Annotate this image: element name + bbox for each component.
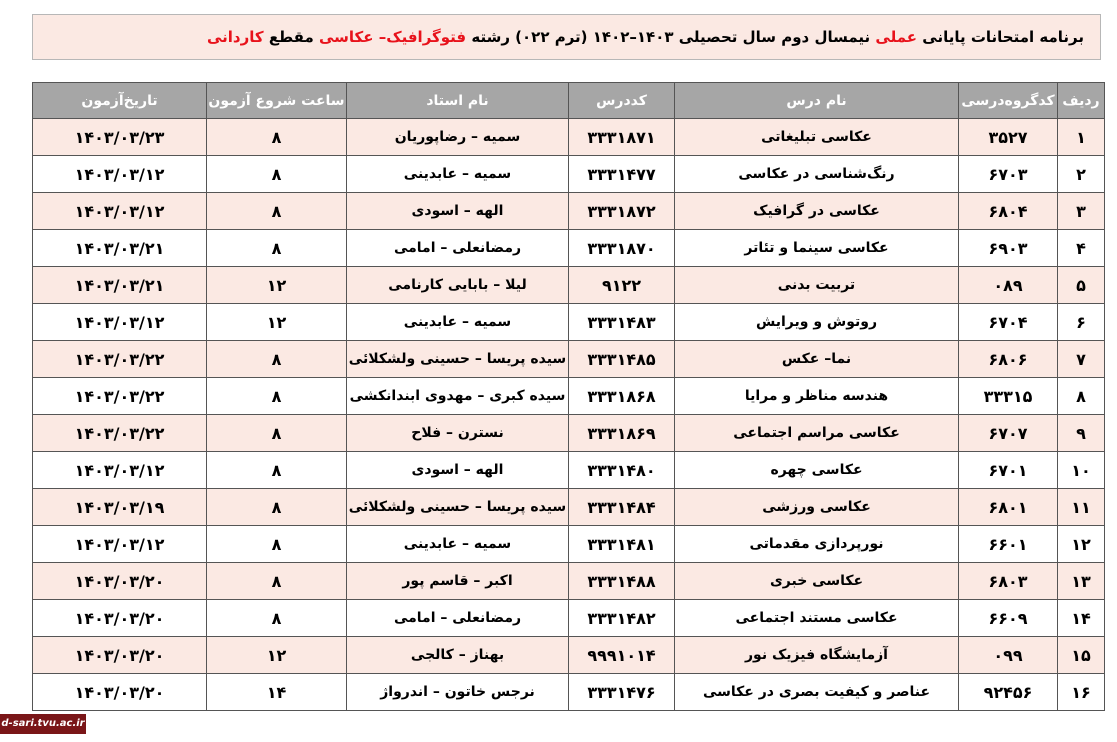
exam-date-cell: ۱۴۰۳/۰۳/۲۰	[33, 637, 207, 674]
table-row	[33, 341, 1105, 378]
exam-date-cell: ۱۴۰۳/۰۳/۲۳	[33, 119, 207, 156]
course-name-cell: هندسه مناظر و مرایا	[675, 378, 959, 415]
site-watermark: d-sari.tvu.ac.ir	[0, 714, 86, 734]
teacher-cell: رمضانعلی – امامی	[347, 600, 569, 637]
course-name-cell: نورپردازی مقدماتی	[675, 526, 959, 563]
group-code-cell: ۶۷۰۳	[959, 156, 1058, 193]
header-exam-date: تاریخ‌آزمون	[33, 83, 207, 119]
row-number-cell: ۱۰	[1058, 452, 1105, 489]
start-time-cell: ۸	[207, 156, 347, 193]
teacher-cell: رمضانعلی – امامی	[347, 230, 569, 267]
table-row	[33, 193, 1105, 230]
group-code-cell: ۶۶۰۱	[959, 526, 1058, 563]
teacher-cell: لیلا – بابایی کارنامی	[347, 267, 569, 304]
start-time-cell: ۸	[207, 378, 347, 415]
row-number-cell: ۹	[1058, 415, 1105, 452]
title-part-practical: عملی	[875, 28, 918, 46]
teacher-cell: سیده کبری – مهدوی ابندانکشی	[347, 378, 569, 415]
teacher-cell: الهه – اسودی	[347, 452, 569, 489]
row-number-cell: ۸	[1058, 378, 1105, 415]
row-number-cell: ۴	[1058, 230, 1105, 267]
group-code-cell: ۶۸۰۱	[959, 489, 1058, 526]
table-row	[33, 230, 1105, 267]
row-number-cell: ۱۵	[1058, 637, 1105, 674]
start-time-cell: ۸	[207, 526, 347, 563]
exam-date-cell: ۱۴۰۳/۰۳/۲۰	[33, 600, 207, 637]
table-row	[33, 119, 1105, 156]
start-time-cell: ۸	[207, 563, 347, 600]
course-code-cell: ۳۳۳۱۸۶۸	[569, 378, 675, 415]
row-number-cell: ۶	[1058, 304, 1105, 341]
exam-date-cell: ۱۴۰۳/۰۳/۲۲	[33, 415, 207, 452]
table-row	[33, 563, 1105, 600]
course-name-cell: عکاسی مراسم اجتماعی	[675, 415, 959, 452]
table-row	[33, 378, 1105, 415]
header-row-number: ردیف	[1058, 83, 1105, 119]
start-time-cell: ۸	[207, 600, 347, 637]
exam-date-cell: ۱۴۰۳/۰۳/۱۲	[33, 304, 207, 341]
group-code-cell: ۰۸۹	[959, 267, 1058, 304]
table-row	[33, 304, 1105, 341]
group-code-cell: ۶۸۰۳	[959, 563, 1058, 600]
course-code-cell: ۳۳۳۱۴۸۴	[569, 489, 675, 526]
course-code-cell: ۳۳۳۱۴۷۶	[569, 674, 675, 711]
exam-date-cell: ۱۴۰۳/۰۳/۲۱	[33, 230, 207, 267]
course-code-cell: ۳۳۳۱۴۸۳	[569, 304, 675, 341]
course-name-cell: عکاسی سینما و تئاتر	[675, 230, 959, 267]
course-name-cell: عکاسی مستند اجتماعی	[675, 600, 959, 637]
group-code-cell: ۶۷۰۴	[959, 304, 1058, 341]
course-code-cell: ۹۹۹۱۰۱۴	[569, 637, 675, 674]
header-teacher: نام استاد	[347, 83, 569, 119]
course-code-cell: ۳۳۳۱۴۸۱	[569, 526, 675, 563]
exam-date-cell: ۱۴۰۳/۰۳/۲۰	[33, 563, 207, 600]
title-part-degree: کاردانی	[206, 28, 264, 46]
group-code-cell: ۳۳۳۱۵	[959, 378, 1058, 415]
row-number-cell: ۱۶	[1058, 674, 1105, 711]
row-number-cell: ۵	[1058, 267, 1105, 304]
row-number-cell: ۳	[1058, 193, 1105, 230]
exam-date-cell: ۱۴۰۳/۰۳/۱۲	[33, 193, 207, 230]
header-course-name: نام درس	[675, 83, 959, 119]
row-number-cell: ۱۳	[1058, 563, 1105, 600]
teacher-cell: سمیه – عابدینی	[347, 304, 569, 341]
group-code-cell: ۶۷۰۱	[959, 452, 1058, 489]
exam-date-cell: ۱۴۰۳/۰۳/۲۰	[33, 674, 207, 711]
teacher-cell: سمیه – رضاپوریان	[347, 119, 569, 156]
course-name-cell: نما– عکس	[675, 341, 959, 378]
teacher-cell: سیده پریسا – حسینی ولشکلائی	[347, 341, 569, 378]
table-row	[33, 489, 1105, 526]
exam-date-cell: ۱۴۰۳/۰۳/۱۲	[33, 452, 207, 489]
start-time-cell: ۸	[207, 452, 347, 489]
course-name-cell: عکاسی چهره	[675, 452, 959, 489]
course-code-cell: ۳۳۳۱۴۷۷	[569, 156, 675, 193]
table-row	[33, 526, 1105, 563]
course-code-cell: ۳۳۳۱۸۶۹	[569, 415, 675, 452]
table-row	[33, 674, 1105, 711]
table-row	[33, 156, 1105, 193]
title-part-field: فتوگرافیک– عکاسی	[319, 28, 467, 46]
exam-date-cell: ۱۴۰۳/۰۳/۱۹	[33, 489, 207, 526]
course-name-cell: تربیت بدنی	[675, 267, 959, 304]
page-title	[32, 14, 1101, 60]
teacher-cell: سمیه – عابدینی	[347, 526, 569, 563]
start-time-cell: ۸	[207, 341, 347, 378]
header-group-code: کدگروه‌درسی	[959, 83, 1058, 119]
group-code-cell: ۶۸۰۴	[959, 193, 1058, 230]
row-number-cell: ۷	[1058, 341, 1105, 378]
table-header-row	[33, 83, 1105, 119]
start-time-cell: ۸	[207, 119, 347, 156]
course-code-cell: ۳۳۳۱۴۸۸	[569, 563, 675, 600]
course-code-cell: ۳۳۳۱۸۷۱	[569, 119, 675, 156]
exam-date-cell: ۱۴۰۳/۰۳/۱۲	[33, 526, 207, 563]
teacher-cell: بهناز – کالجی	[347, 637, 569, 674]
course-name-cell: عناصر و کیفیت بصری در عکاسی	[675, 674, 959, 711]
start-time-cell: ۸	[207, 230, 347, 267]
group-code-cell: ۳۵۲۷	[959, 119, 1058, 156]
start-time-cell: ۸	[207, 193, 347, 230]
exam-date-cell: ۱۴۰۳/۰۳/۲۲	[33, 378, 207, 415]
course-name-cell: روتوش و ویرایش	[675, 304, 959, 341]
header-start-time: ساعت شروع آزمون	[207, 83, 347, 119]
group-code-cell: ۶۷۰۷	[959, 415, 1058, 452]
group-code-cell: ۶۶۰۹	[959, 600, 1058, 637]
table-row	[33, 637, 1105, 674]
exam-date-cell: ۱۴۰۳/۰۳/۱۲	[33, 156, 207, 193]
exam-date-cell: ۱۴۰۳/۰۳/۲۱	[33, 267, 207, 304]
course-code-cell: ۹۱۲۲	[569, 267, 675, 304]
course-code-cell: ۳۳۳۱۴۸۵	[569, 341, 675, 378]
row-number-cell: ۱۱	[1058, 489, 1105, 526]
group-code-cell: ۶۹۰۳	[959, 230, 1058, 267]
course-name-cell: عکاسی خبری	[675, 563, 959, 600]
table-row	[33, 600, 1105, 637]
teacher-cell: سمیه – عابدینی	[347, 156, 569, 193]
group-code-cell: ۹۲۴۵۶	[959, 674, 1058, 711]
start-time-cell: ۱۲	[207, 637, 347, 674]
start-time-cell: ۱۲	[207, 304, 347, 341]
table-row	[33, 415, 1105, 452]
exam-schedule-table	[32, 82, 1105, 711]
course-code-cell: ۳۳۳۱۸۷۰	[569, 230, 675, 267]
title-part-3: نیمسال دوم سال تحصیلی ۱۴۰۳–۱۴۰۲ (ترم ۰۲۲) رشته	[471, 28, 871, 46]
course-code-cell: ۳۳۳۱۴۸۲	[569, 600, 675, 637]
start-time-cell: ۸	[207, 415, 347, 452]
table-row	[33, 267, 1105, 304]
title-part-1: برنامه امتحانات پایانی	[922, 28, 1084, 46]
row-number-cell: ۱	[1058, 119, 1105, 156]
teacher-cell: الهه – اسودی	[347, 193, 569, 230]
table-row	[33, 452, 1105, 489]
start-time-cell: ۸	[207, 489, 347, 526]
course-name-cell: رنگ‌شناسی در عکاسی	[675, 156, 959, 193]
row-number-cell: ۱۴	[1058, 600, 1105, 637]
title-part-5: مقطع	[268, 28, 314, 46]
course-name-cell: عکاسی در گرافیک	[675, 193, 959, 230]
exam-date-cell: ۱۴۰۳/۰۳/۲۲	[33, 341, 207, 378]
row-number-cell: ۲	[1058, 156, 1105, 193]
start-time-cell: ۱۴	[207, 674, 347, 711]
row-number-cell: ۱۲	[1058, 526, 1105, 563]
start-time-cell: ۱۲	[207, 267, 347, 304]
teacher-cell: سیده پریسا – حسینی ولشکلائی	[347, 489, 569, 526]
course-name-cell: عکاسی ورزشی	[675, 489, 959, 526]
teacher-cell: نرجس خاتون – اندرواژ	[347, 674, 569, 711]
course-code-cell: ۳۳۳۱۸۷۲	[569, 193, 675, 230]
teacher-cell: نسترن – فلاح	[347, 415, 569, 452]
group-code-cell: ۰۹۹	[959, 637, 1058, 674]
course-code-cell: ۳۳۳۱۴۸۰	[569, 452, 675, 489]
header-course-code: کددرس	[569, 83, 675, 119]
course-name-cell: عکاسی تبلیغاتی	[675, 119, 959, 156]
course-name-cell: آزمایشگاه فیزیک نور	[675, 637, 959, 674]
teacher-cell: اکبر – قاسم پور	[347, 563, 569, 600]
table-body	[33, 119, 1105, 711]
group-code-cell: ۶۸۰۶	[959, 341, 1058, 378]
